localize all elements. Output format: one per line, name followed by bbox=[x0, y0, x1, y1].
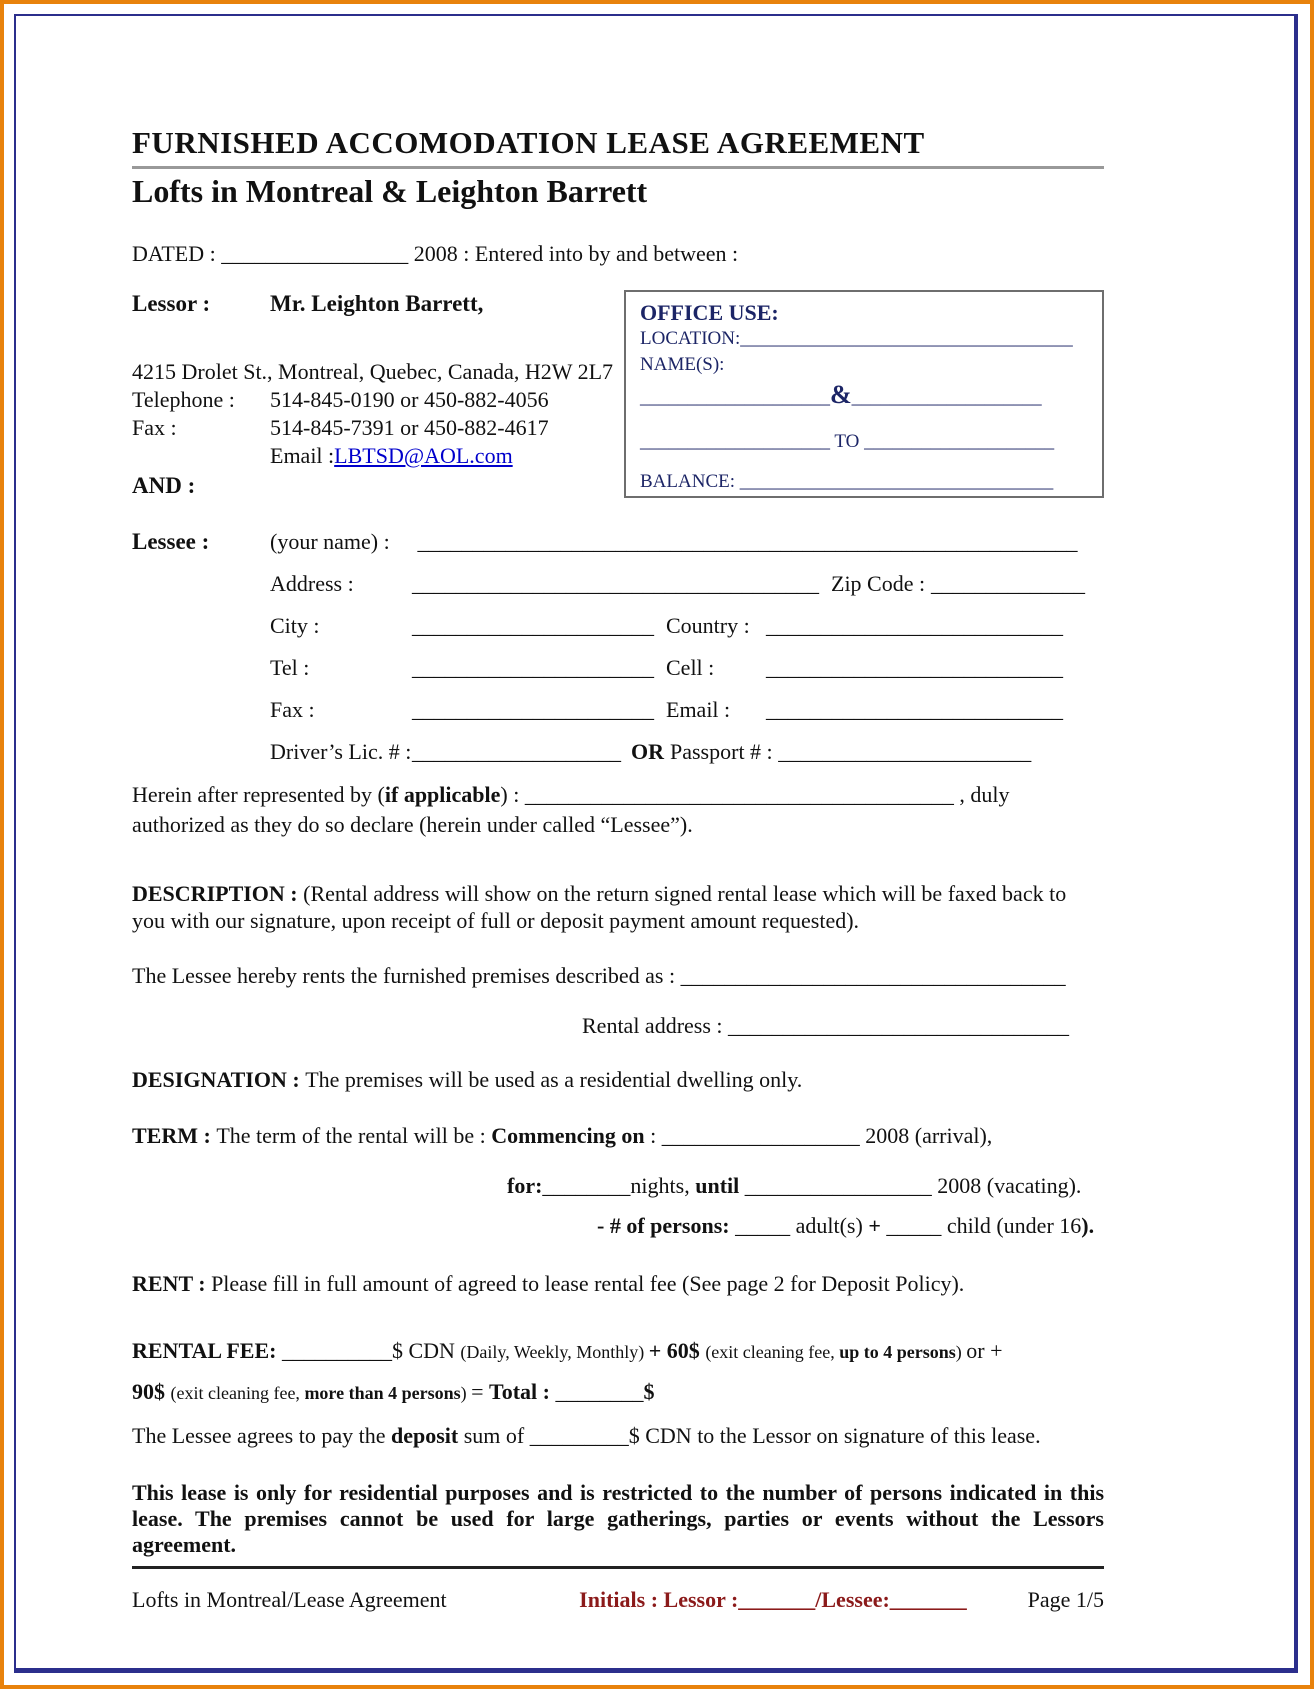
drivers-lic-blank: ___________________ bbox=[412, 738, 621, 764]
lessor-header bbox=[132, 290, 624, 318]
footer-document-name: Lofts in Montreal/Lease Agreement bbox=[132, 1586, 447, 1612]
telephone-label: Telephone : bbox=[132, 386, 235, 412]
lessee-name-row bbox=[132, 528, 1104, 556]
passport-blank: _______________________ bbox=[778, 738, 1032, 764]
your-name-blank: ____________________________________________________________ bbox=[417, 528, 1078, 554]
lessor-info bbox=[132, 290, 624, 500]
page-subtitle: Lofts in Montreal & Leighton Barrett bbox=[132, 173, 648, 210]
description-paragraph: DESCRIPTION : (Rental address will show on the return signed rental lease which will be faxed back to you with our signature, upon receipt of full or deposit payment amount requested). bbox=[132, 880, 1067, 933]
footer-divider bbox=[132, 1566, 1104, 1569]
lessee-city-row bbox=[132, 612, 1104, 640]
footer-page-number: Page 1/5 bbox=[1027, 1586, 1104, 1612]
lessor-address: 4215 Drolet St., Montreal, Quebec, Canada, H2W 2L7 bbox=[132, 358, 614, 384]
rental-address-line: Rental address : _______________________________ bbox=[582, 1012, 1070, 1038]
footer bbox=[132, 1587, 1104, 1613]
address-blank: _____________________________________ bbox=[412, 570, 819, 596]
rent-line: RENT : Please fill in full amount of agreed to lease rental fee (See page 2 for Deposit Policy). bbox=[132, 1270, 965, 1296]
email-label: Email : bbox=[270, 442, 335, 468]
lessor-section bbox=[132, 290, 1104, 500]
your-name-label: (your name) : bbox=[270, 528, 390, 554]
rental-fee-line-1: RENTAL FEE: __________$ CDN (Daily, Weekly, Monthly) + 60$ (exit cleaning fee, up to 4 persons) or + bbox=[132, 1337, 1003, 1363]
city-blank: ______________________ bbox=[412, 612, 654, 638]
dated-line: DATED : _________________ 2008 : Entered into by and between : bbox=[132, 240, 739, 266]
lessee-address-row bbox=[132, 570, 1104, 598]
office-names-line: ____________________&____________________ bbox=[640, 379, 1042, 409]
telephone-value: 514-845-0190 or 450-882-4056 bbox=[270, 386, 549, 412]
cell-blank: ___________________________ bbox=[766, 654, 1063, 680]
zip-label: Zip Code : bbox=[831, 570, 926, 596]
office-period-line: ____________________ TO ____________________ bbox=[640, 430, 1055, 452]
lessee-fax-label: Fax : bbox=[270, 696, 315, 722]
designation-line: DESIGNATION : The premises will be used as a residential dwelling only. bbox=[132, 1066, 803, 1092]
office-use-title: OFFICE USE: bbox=[640, 299, 779, 325]
lessee-email-label: Email : bbox=[666, 696, 731, 722]
lessee-fax-blank: ______________________ bbox=[412, 696, 654, 722]
term-line-3: - # of persons: _____ adult(s) + _____ child (under 16). bbox=[597, 1212, 1095, 1238]
email-indent bbox=[132, 442, 270, 470]
lessee-email-blank: ___________________________ bbox=[766, 696, 1063, 722]
term-line-1: TERM : The term of the rental will be : Commencing on : __________________ 2008 (arrival), bbox=[132, 1122, 993, 1148]
office-names-label: NAME(S): bbox=[640, 353, 725, 375]
lessor-email-row bbox=[132, 442, 624, 470]
tel-label: Tel : bbox=[270, 654, 310, 680]
lessee-section bbox=[132, 528, 1104, 766]
lessee-label: Lessee : bbox=[132, 528, 210, 554]
office-use-box bbox=[624, 290, 1104, 498]
lessor-label: Lessor : bbox=[132, 290, 211, 316]
office-balance-line: BALANCE: _________________________________ bbox=[640, 470, 1054, 492]
lessor-fax-row bbox=[132, 414, 624, 442]
cell-label: Cell : bbox=[666, 654, 715, 680]
lessor-name: Mr. Leighton Barrett, bbox=[270, 290, 484, 316]
inner-page-border bbox=[14, 14, 1298, 1673]
notice-paragraph: This lease is only for residential purposes and is restricted to the number of persons indicated in this lease. The premises cannot be used for large gatherings, parties or events without the Lessors agreement. bbox=[132, 1479, 1104, 1557]
lessee-fax-row bbox=[132, 696, 1104, 724]
address-label: Address : bbox=[270, 570, 354, 596]
page-title: FURNISHED ACCOMODATION LEASE AGREEMENT bbox=[132, 126, 1104, 169]
and-label: AND : bbox=[132, 472, 196, 498]
city-label: City : bbox=[270, 612, 320, 638]
passport-label: Passport # : bbox=[670, 738, 773, 764]
fax-label: Fax : bbox=[132, 414, 177, 440]
footer-initials: Initials : Lessor :_______/Lessee:_______ bbox=[579, 1586, 967, 1612]
document-content bbox=[132, 16, 1104, 1613]
email-link[interactable]: LBTSD@AOL.com bbox=[334, 442, 513, 468]
fax-value: 514-845-7391 or 450-882-4617 bbox=[270, 414, 549, 440]
lessor-telephone-row bbox=[132, 386, 624, 414]
lessee-tel-row bbox=[132, 654, 1104, 682]
rental-fee-line-2: 90$ (exit cleaning fee, more than 4 persons) = Total : ________$ bbox=[132, 1378, 655, 1404]
country-blank: ___________________________ bbox=[766, 612, 1063, 638]
drivers-lic-label: Driver’s Lic. # : bbox=[270, 738, 412, 764]
herein-paragraph: Herein after represented by (if applicable) : _______________________________________ , duly authorized as they do so declare (herein under called “Lessee”). bbox=[132, 781, 1010, 837]
term-line-2: for:________nights, until _________________ 2008 (vacating). bbox=[507, 1172, 1082, 1198]
deposit-line: The Lessee agrees to pay the deposit sum of _________$ CDN to the Lessor on signature of this lease. bbox=[132, 1422, 1041, 1448]
premises-line: The Lessee hereby rents the furnished premises described as : ___________________________________ bbox=[132, 962, 1066, 988]
country-label: Country : bbox=[666, 612, 750, 638]
zip-blank: ______________ bbox=[931, 570, 1085, 596]
office-location-line: LOCATION:___________________________________ bbox=[640, 327, 1073, 349]
tel-blank: ______________________ bbox=[412, 654, 654, 680]
or-label: OR bbox=[631, 738, 664, 764]
lessee-id-row bbox=[132, 738, 1104, 766]
